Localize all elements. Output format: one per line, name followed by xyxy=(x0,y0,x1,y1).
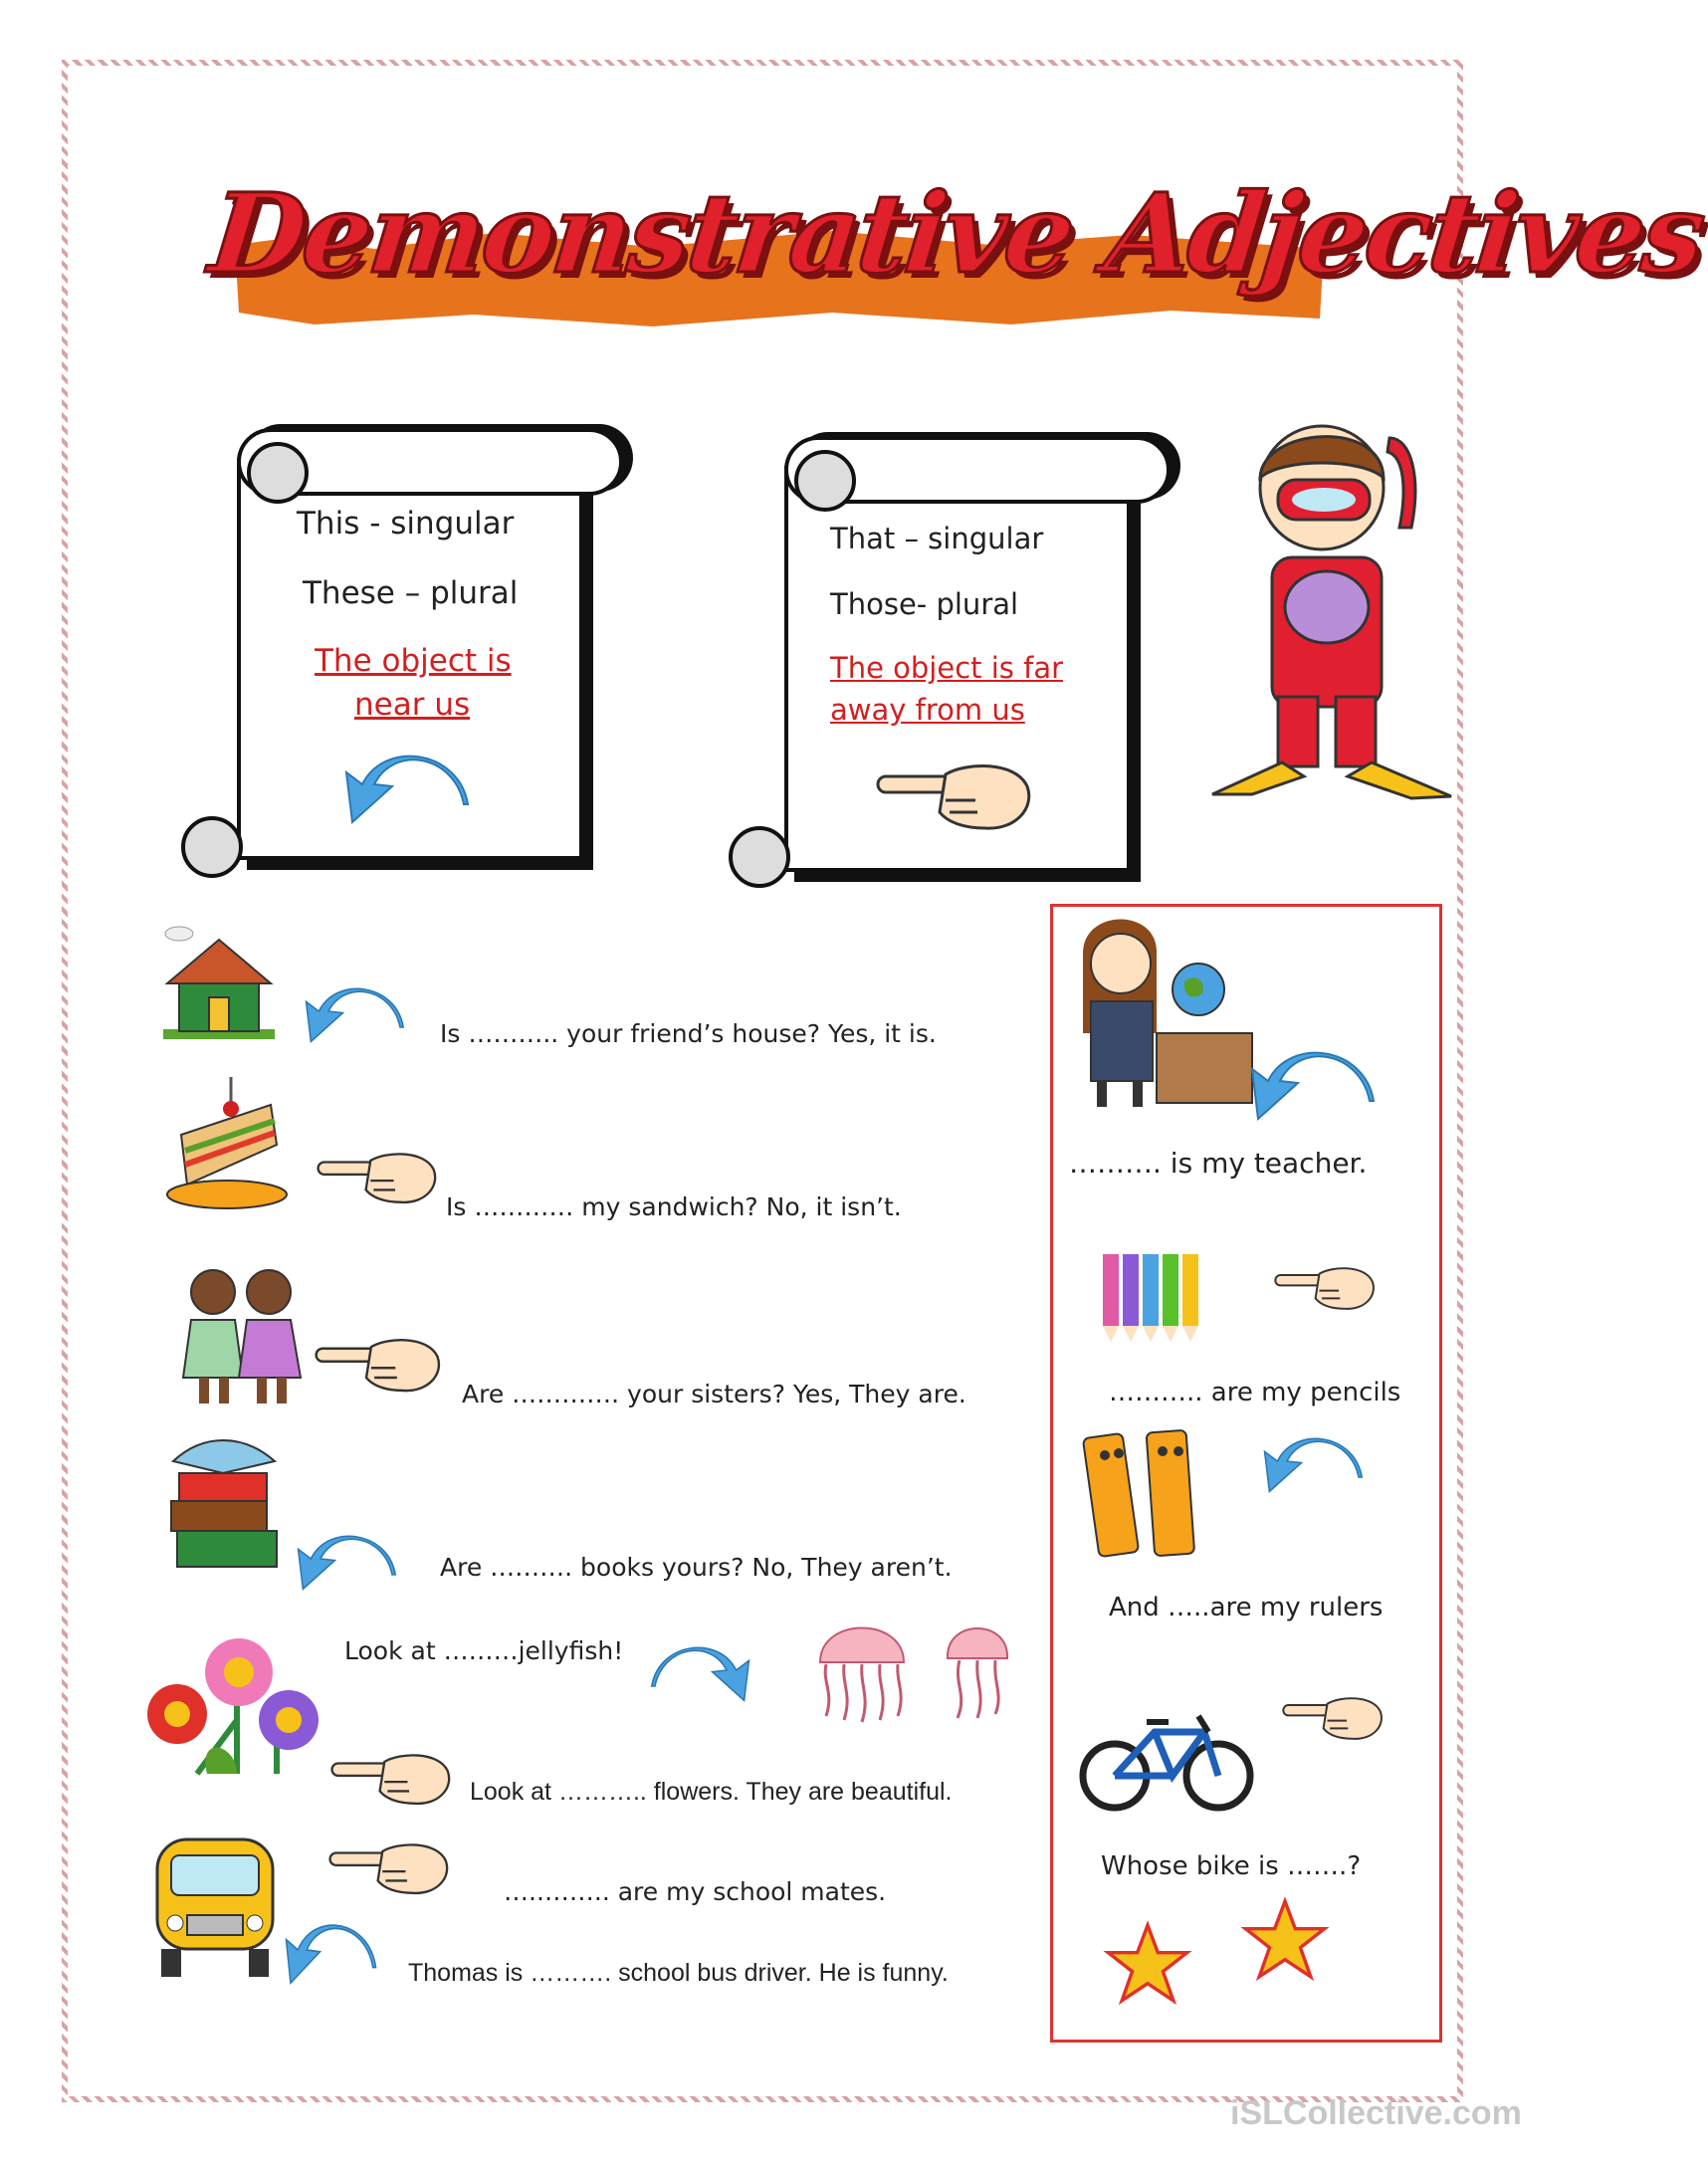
diver-icon xyxy=(1212,418,1461,816)
pointing-hand-icon xyxy=(876,756,1035,836)
rulers-icon xyxy=(1083,1425,1206,1559)
far-note-line1: The object is far xyxy=(830,651,1064,685)
curved-back-arrow-icon xyxy=(285,1915,380,1985)
pointing-hand-icon xyxy=(330,1748,454,1810)
scroll-curl-icon xyxy=(794,450,856,512)
curved-back-arrow-icon xyxy=(305,979,408,1043)
exercise-8-text: Thomas is ………. school bus driver. He is funny. xyxy=(408,1959,949,1987)
star-icon xyxy=(1105,1921,1190,2005)
exercise-6-text: Look at ……….. flowers. They are beautiful. xyxy=(470,1778,953,1806)
far-note-line2: away from us xyxy=(830,693,1025,727)
star-icon xyxy=(1242,1897,1328,1981)
pointing-hand-icon xyxy=(1282,1692,1386,1744)
curved-back-arrow-icon xyxy=(297,1527,400,1591)
side-exercise-4-text: Whose bike is …….? xyxy=(1101,1851,1362,1881)
jellyfish-icon xyxy=(940,1615,1015,1720)
exercise-1-text: Is ……….. your friend’s house? Yes, it is. xyxy=(440,1019,937,1048)
pointing-hand-icon xyxy=(328,1837,452,1899)
far-singular-label: That – singular xyxy=(830,522,1044,555)
jellyfish-icon xyxy=(812,1613,912,1724)
side-exercise-1-text: ………. is my teacher. xyxy=(1069,1147,1368,1180)
near-singular-label: This - singular xyxy=(297,506,515,541)
flowers-icon xyxy=(137,1624,326,1784)
exercise-4-text: Are ………. books yours? No, They aren’t. xyxy=(440,1553,953,1582)
near-plural-label: These – plural xyxy=(303,575,519,611)
curved-back-arrow-icon xyxy=(1250,1041,1380,1121)
teacher-icon xyxy=(1069,914,1254,1111)
pointing-hand-icon xyxy=(1274,1262,1378,1314)
curved-back-arrow-icon xyxy=(344,745,474,824)
scroll-curl-icon xyxy=(729,826,790,888)
house-icon xyxy=(159,926,279,1040)
near-note-line1: The object is xyxy=(315,643,512,679)
page-title: Demonstrative Adjectives xyxy=(204,169,1708,298)
bike-icon xyxy=(1077,1708,1256,1814)
side-exercise-2-text: ……….. are my pencils xyxy=(1109,1378,1401,1407)
exercise-2-text: Is ………… my sandwich? No, it isn’t. xyxy=(446,1192,902,1221)
sandwich-icon xyxy=(161,1075,295,1214)
exercise-5-text: Look at ………jellyfish! xyxy=(344,1636,624,1665)
pointing-hand-icon xyxy=(317,1147,440,1208)
curved-back-arrow-icon xyxy=(1252,1429,1378,1493)
side-exercise-3-text: And …..are my rulers xyxy=(1109,1593,1384,1622)
watermark: iSLCollective.com xyxy=(1230,2094,1522,2132)
exercise-3-text: Are …………. your sisters? Yes, They are. xyxy=(462,1380,966,1408)
school-bus-icon xyxy=(147,1832,283,1981)
sisters-icon xyxy=(177,1262,307,1407)
books-icon xyxy=(163,1433,283,1573)
curved-forward-arrow-icon xyxy=(647,1638,750,1702)
far-plural-label: Those- plural xyxy=(830,587,1019,621)
scroll-curl-icon xyxy=(181,816,243,878)
exercise-7-text: …..…….. are my school mates. xyxy=(504,1877,887,1906)
scroll-curl-icon xyxy=(247,442,309,504)
pencils-icon xyxy=(1099,1250,1210,1344)
near-note-line2: near us xyxy=(354,687,471,723)
pointing-hand-icon xyxy=(315,1332,444,1398)
